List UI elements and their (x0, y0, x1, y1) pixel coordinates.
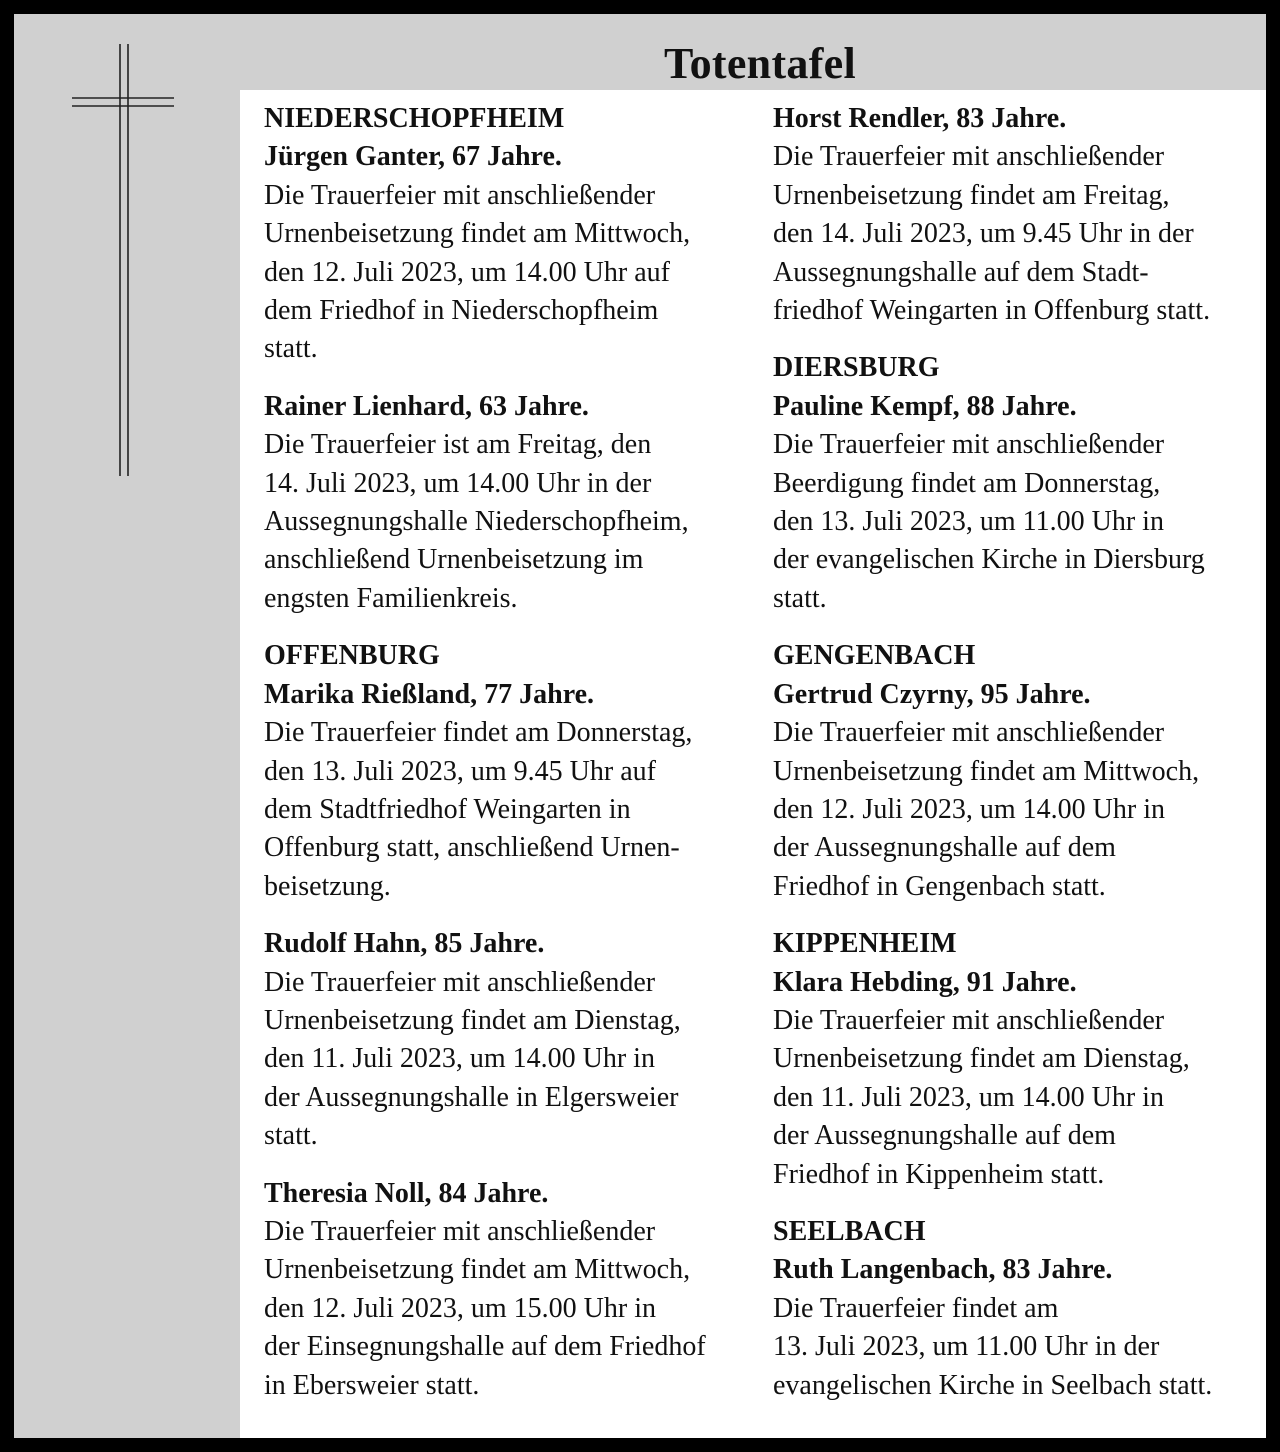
ceremony-line: Urnenbeisetzung findet am Dienstag, (773, 1043, 1190, 1075)
ceremony-line: statt. (264, 333, 318, 365)
obituary-entry (264, 637, 744, 906)
obituary-entry (264, 1175, 744, 1405)
ceremony-line: Die Trauerfeier findet am (773, 1292, 1059, 1324)
ceremony-line: Urnenbeisetzung findet am Freitag, (773, 179, 1170, 211)
ceremony-line: 13. Juli 2023, um 11.00 Uhr in der (773, 1331, 1160, 1363)
ceremony-line: Die Trauerfeier mit anschließender (773, 717, 1165, 749)
ceremony-line: Die Trauerfeier ist am Freitag, den (264, 429, 652, 461)
ceremony-line: Die Trauerfeier mit anschließender (264, 1215, 656, 1247)
ceremony-line: Die Trauerfeier mit anschließender (773, 429, 1165, 461)
town-heading: SEELBACH (773, 1215, 926, 1247)
column-right (773, 100, 1258, 1424)
ceremony-line: Urnenbeisetzung findet am Mittwoch, (264, 1254, 691, 1286)
obituary-list (240, 90, 1266, 1438)
ceremony-details (264, 1213, 744, 1405)
ceremony-line: Urnenbeisetzung findet am Mittwoch, (264, 218, 691, 250)
ceremony-line: Die Trauerfeier mit anschließender (773, 1004, 1165, 1036)
ceremony-line: Urnenbeisetzung findet am Mittwoch, (773, 755, 1200, 787)
obituary-entry (773, 100, 1258, 330)
deceased-name: Klara Hebding, 91 Jahre. (773, 966, 1077, 998)
ceremony-line: in Ebersweier statt. (264, 1369, 480, 1401)
ceremony-line: der Aussegnungshalle auf dem (773, 832, 1116, 864)
deceased-name: Marika Rießland, 77 Jahre. (264, 678, 595, 710)
obituary-entry (773, 349, 1258, 618)
ceremony-line: der Aussegnungshalle auf dem (773, 1120, 1116, 1152)
ceremony-line: Friedhof in Kippenheim statt. (773, 1158, 1105, 1190)
deceased-name: Gertrud Czyrny, 95 Jahre. (773, 678, 1091, 710)
ceremony-line: beisetzung. (264, 870, 391, 902)
ceremony-line: der Einsegnungshalle auf dem Friedhof (264, 1331, 706, 1363)
ceremony-line: Beerdigung findet am Donnerstag, (773, 467, 1161, 499)
ceremony-line: Die Trauerfeier mit anschließender (264, 179, 656, 211)
ceremony-line: Die Trauerfeier mit anschließender (773, 141, 1165, 173)
ceremony-line: evangelischen Kirche in Seelbach statt. (773, 1369, 1213, 1401)
ceremony-line: den 12. Juli 2023, um 15.00 Uhr in (264, 1292, 656, 1324)
obituary-entry (264, 100, 744, 369)
obituary-entry (264, 388, 744, 618)
ceremony-line: den 14. Juli 2023, um 9.45 Uhr in der (773, 218, 1194, 250)
ceremony-details (773, 138, 1258, 330)
obituary-entry (773, 637, 1258, 906)
ceremony-details (773, 1002, 1258, 1194)
ceremony-line: 14. Juli 2023, um 14.00 Uhr in der (264, 467, 652, 499)
ceremony-line: friedhof Weingarten in Offenburg statt. (773, 295, 1211, 327)
ceremony-line: Die Trauerfeier findet am Donnerstag, (264, 717, 693, 749)
ceremony-line: Urnenbeisetzung findet am Dienstag, (264, 1004, 681, 1036)
ceremony-line: den 13. Juli 2023, um 9.45 Uhr auf (264, 755, 656, 787)
town-heading: OFFENBURG (264, 640, 440, 672)
ceremony-line: den 13. Juli 2023, um 11.00 Uhr in (773, 506, 1164, 538)
ceremony-line: den 12. Juli 2023, um 14.00 Uhr auf (264, 256, 670, 288)
deceased-name: Theresia Noll, 84 Jahre. (264, 1177, 549, 1209)
deceased-name: Rudolf Hahn, 85 Jahre. (264, 928, 545, 960)
ceremony-details (773, 426, 1258, 618)
ceremony-line: dem Friedhof in Niederschopfheim (264, 295, 659, 327)
obituary-entry (264, 925, 744, 1155)
ceremony-line: der Aussegnungshalle in Elgersweier (264, 1081, 679, 1113)
obituary-entry (773, 925, 1258, 1194)
column-left (264, 100, 744, 1424)
page-title: Totentafel (663, 39, 857, 88)
ceremony-details (264, 177, 744, 369)
town-heading: GENGENBACH (773, 640, 976, 672)
obituary-entry (773, 1213, 1258, 1405)
ceremony-line: dem Stadtfriedhof Weingarten in (264, 793, 631, 825)
town-heading: KIPPENHEIM (773, 928, 957, 960)
ceremony-line: engsten Familienkreis. (264, 582, 518, 614)
deceased-name: Horst Rendler, 83 Jahre. (773, 103, 1067, 134)
ceremony-line: den 11. Juli 2023, um 14.00 Uhr in (264, 1043, 655, 1075)
deceased-name: Pauline Kempf, 88 Jahre. (773, 390, 1077, 422)
ceremony-details (264, 426, 744, 618)
deceased-name: Ruth Langenbach, 83 Jahre. (773, 1254, 1113, 1286)
ceremony-line: den 11. Juli 2023, um 14.00 Uhr in (773, 1081, 1164, 1113)
obituary-panel (14, 14, 1266, 1438)
ceremony-details (264, 964, 744, 1156)
ceremony-details (773, 1290, 1258, 1405)
ceremony-details (264, 714, 744, 906)
ceremony-line: statt. (264, 1120, 318, 1152)
ceremony-line: den 12. Juli 2023, um 14.00 Uhr in (773, 793, 1165, 825)
deceased-name: Rainer Lienhard, 63 Jahre. (264, 390, 589, 422)
cross-icon (14, 14, 214, 494)
ceremony-line: der evangelischen Kirche in Diersburg (773, 544, 1205, 576)
ceremony-line: anschließend Urnenbeisetzung im (264, 544, 644, 576)
town-heading: NIEDERSCHOPFHEIM (264, 103, 565, 134)
ceremony-line: Friedhof in Gengenbach statt. (773, 870, 1106, 902)
ceremony-line: statt. (773, 582, 827, 614)
ceremony-line: Aussegnungshalle auf dem Stadt- (773, 256, 1149, 288)
ceremony-line: Offenburg statt, anschließend Urnen- (264, 832, 680, 864)
ceremony-details (773, 714, 1258, 906)
ceremony-line: Die Trauerfeier mit anschließender (264, 966, 656, 998)
ceremony-line: Aussegnungshalle Niederschopfheim, (264, 506, 689, 538)
deceased-name: Jürgen Ganter, 67 Jahre. (264, 141, 562, 173)
town-heading: DIERSBURG (773, 352, 940, 384)
